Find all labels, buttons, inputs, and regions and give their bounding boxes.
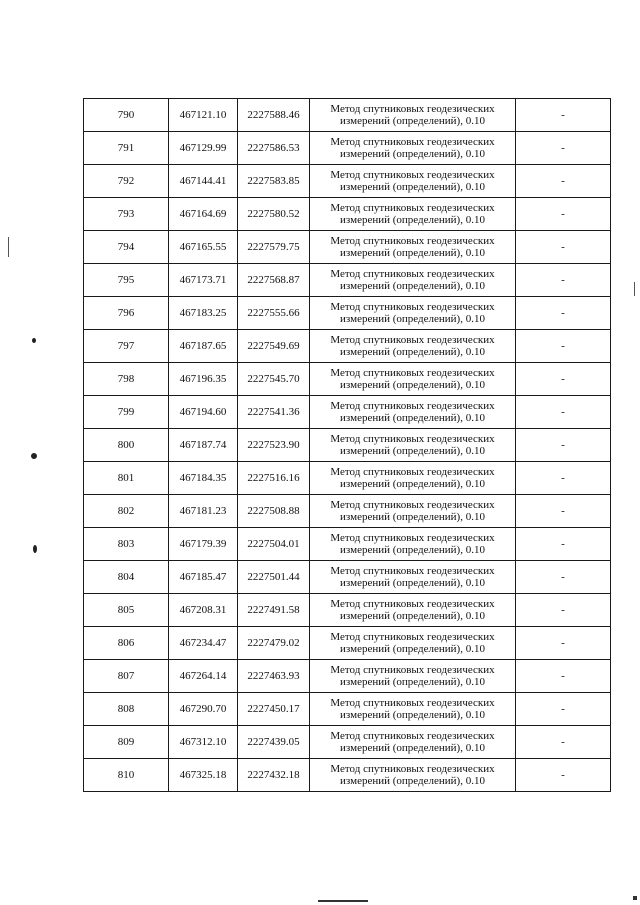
note-cell: -	[516, 165, 611, 198]
method-cell	[310, 561, 516, 594]
x-coordinate-cell: 467184.35	[169, 462, 238, 495]
method-cell	[310, 231, 516, 264]
point-number-cell: 804	[84, 561, 169, 594]
method-line-2: измерений (определений), 0.10	[340, 313, 485, 325]
method-line-1: Метод спутниковых геодезических	[330, 235, 495, 247]
point-number-cell: 808	[84, 693, 169, 726]
x-coordinate-cell: 467234.47	[169, 627, 238, 660]
method-cell	[310, 363, 516, 396]
y-coordinate-cell: 2227508.88	[238, 495, 310, 528]
y-coordinate-cell: 2227588.46	[238, 99, 310, 132]
note-cell: -	[516, 561, 611, 594]
x-coordinate-cell: 467187.74	[169, 429, 238, 462]
method-line-2: измерений (определений), 0.10	[340, 214, 485, 226]
y-coordinate-cell: 2227432.18	[238, 759, 310, 792]
method-line-2: измерений (определений), 0.10	[340, 148, 485, 160]
method-line-2: измерений (определений), 0.10	[340, 610, 485, 622]
method-line-2: измерений (определений), 0.10	[340, 544, 485, 556]
method-cell	[310, 264, 516, 297]
point-number-cell: 803	[84, 528, 169, 561]
method-line-2: измерений (определений), 0.10	[340, 445, 485, 457]
method-line-1: Метод спутниковых геодезических	[330, 664, 495, 676]
method-cell	[310, 462, 516, 495]
x-coordinate-cell: 467129.99	[169, 132, 238, 165]
y-coordinate-cell: 2227491.58	[238, 594, 310, 627]
table-row	[84, 759, 611, 792]
x-coordinate-cell: 467179.39	[169, 528, 238, 561]
note-cell: -	[516, 528, 611, 561]
method-line-1: Метод спутниковых геодезических	[330, 367, 495, 379]
table-row	[84, 297, 611, 330]
note-cell: -	[516, 132, 611, 165]
scan-speck	[31, 453, 37, 459]
point-number-cell: 805	[84, 594, 169, 627]
point-number-cell: 791	[84, 132, 169, 165]
method-cell	[310, 693, 516, 726]
table-row	[84, 660, 611, 693]
y-coordinate-cell: 2227580.52	[238, 198, 310, 231]
table-row	[84, 462, 611, 495]
note-cell: -	[516, 264, 611, 297]
method-cell	[310, 594, 516, 627]
method-line-1: Метод спутниковых геодезических	[330, 400, 495, 412]
method-line-2: измерений (определений), 0.10	[340, 643, 485, 655]
y-coordinate-cell: 2227479.02	[238, 627, 310, 660]
scan-corner-dot	[633, 896, 637, 900]
method-line-2: измерений (определений), 0.10	[340, 346, 485, 358]
y-coordinate-cell: 2227450.17	[238, 693, 310, 726]
method-line-1: Метод спутниковых геодезических	[330, 301, 495, 313]
scan-edge-mark	[634, 282, 635, 296]
x-coordinate-cell: 467185.47	[169, 561, 238, 594]
table-row	[84, 330, 611, 363]
x-coordinate-cell: 467196.35	[169, 363, 238, 396]
note-cell: -	[516, 231, 611, 264]
method-cell	[310, 495, 516, 528]
method-line-1: Метод спутниковых геодезических	[330, 268, 495, 280]
x-coordinate-cell: 467187.65	[169, 330, 238, 363]
point-number-cell: 799	[84, 396, 169, 429]
method-cell	[310, 759, 516, 792]
method-line-2: измерений (определений), 0.10	[340, 742, 485, 754]
y-coordinate-cell: 2227549.69	[238, 330, 310, 363]
method-cell	[310, 198, 516, 231]
table-row	[84, 429, 611, 462]
method-line-1: Метод спутниковых геодезических	[330, 763, 495, 775]
table-row	[84, 264, 611, 297]
scan-edge-mark	[8, 237, 9, 257]
coordinates-table	[83, 98, 611, 792]
x-coordinate-cell: 467264.14	[169, 660, 238, 693]
method-line-2: измерений (определений), 0.10	[340, 676, 485, 688]
method-cell	[310, 330, 516, 363]
x-coordinate-cell: 467121.10	[169, 99, 238, 132]
point-number-cell: 801	[84, 462, 169, 495]
coordinates-table-body	[84, 99, 611, 792]
point-number-cell: 794	[84, 231, 169, 264]
method-line-2: измерений (определений), 0.10	[340, 511, 485, 523]
method-cell	[310, 528, 516, 561]
note-cell: -	[516, 726, 611, 759]
note-cell: -	[516, 495, 611, 528]
method-cell	[310, 297, 516, 330]
scan-speck	[32, 338, 36, 343]
note-cell: -	[516, 330, 611, 363]
method-line-1: Метод спутниковых геодезических	[330, 334, 495, 346]
point-number-cell: 790	[84, 99, 169, 132]
method-cell	[310, 99, 516, 132]
note-cell: -	[516, 462, 611, 495]
y-coordinate-cell: 2227568.87	[238, 264, 310, 297]
method-cell	[310, 132, 516, 165]
table-row	[84, 396, 611, 429]
method-line-1: Метод спутниковых геодезических	[330, 598, 495, 610]
method-cell	[310, 726, 516, 759]
x-coordinate-cell: 467173.71	[169, 264, 238, 297]
note-cell: -	[516, 198, 611, 231]
y-coordinate-cell: 2227541.36	[238, 396, 310, 429]
method-line-1: Метод спутниковых геодезических	[330, 136, 495, 148]
table-row	[84, 627, 611, 660]
x-coordinate-cell: 467290.70	[169, 693, 238, 726]
point-number-cell: 802	[84, 495, 169, 528]
footer-line	[318, 900, 368, 902]
y-coordinate-cell: 2227555.66	[238, 297, 310, 330]
method-line-2: измерений (определений), 0.10	[340, 412, 485, 424]
table-row	[84, 693, 611, 726]
point-number-cell: 796	[84, 297, 169, 330]
method-cell	[310, 627, 516, 660]
y-coordinate-cell: 2227504.01	[238, 528, 310, 561]
y-coordinate-cell: 2227516.16	[238, 462, 310, 495]
y-coordinate-cell: 2227501.44	[238, 561, 310, 594]
note-cell: -	[516, 396, 611, 429]
point-number-cell: 810	[84, 759, 169, 792]
table-row	[84, 198, 611, 231]
method-line-1: Метод спутниковых геодезических	[330, 103, 495, 115]
y-coordinate-cell: 2227439.05	[238, 726, 310, 759]
point-number-cell: 800	[84, 429, 169, 462]
note-cell: -	[516, 429, 611, 462]
y-coordinate-cell: 2227463.93	[238, 660, 310, 693]
method-line-2: измерений (определений), 0.10	[340, 577, 485, 589]
y-coordinate-cell: 2227579.75	[238, 231, 310, 264]
x-coordinate-cell: 467194.60	[169, 396, 238, 429]
method-line-2: измерений (определений), 0.10	[340, 775, 485, 787]
point-number-cell: 792	[84, 165, 169, 198]
table-row	[84, 165, 611, 198]
table-row	[84, 561, 611, 594]
y-coordinate-cell: 2227586.53	[238, 132, 310, 165]
x-coordinate-cell: 467164.69	[169, 198, 238, 231]
method-cell	[310, 660, 516, 693]
y-coordinate-cell: 2227523.90	[238, 429, 310, 462]
method-line-2: измерений (определений), 0.10	[340, 247, 485, 259]
method-cell	[310, 429, 516, 462]
x-coordinate-cell: 467183.25	[169, 297, 238, 330]
point-number-cell: 795	[84, 264, 169, 297]
point-number-cell: 807	[84, 660, 169, 693]
note-cell: -	[516, 759, 611, 792]
method-line-2: измерений (определений), 0.10	[340, 379, 485, 391]
method-line-1: Метод спутниковых геодезических	[330, 433, 495, 445]
note-cell: -	[516, 627, 611, 660]
method-line-1: Метод спутниковых геодезических	[330, 466, 495, 478]
scan-speck	[33, 545, 37, 553]
method-line-1: Метод спутниковых геодезических	[330, 532, 495, 544]
x-coordinate-cell: 467325.18	[169, 759, 238, 792]
table-row	[84, 528, 611, 561]
method-line-1: Метод спутниковых геодезических	[330, 499, 495, 511]
method-line-1: Метод спутниковых геодезических	[330, 169, 495, 181]
method-line-1: Метод спутниковых геодезических	[330, 697, 495, 709]
method-line-1: Метод спутниковых геодезических	[330, 202, 495, 214]
point-number-cell: 798	[84, 363, 169, 396]
table-row	[84, 231, 611, 264]
x-coordinate-cell: 467165.55	[169, 231, 238, 264]
method-line-2: измерений (определений), 0.10	[340, 709, 485, 721]
note-cell: -	[516, 297, 611, 330]
x-coordinate-cell: 467144.41	[169, 165, 238, 198]
method-line-2: измерений (определений), 0.10	[340, 478, 485, 490]
table-row	[84, 594, 611, 627]
y-coordinate-cell: 2227545.70	[238, 363, 310, 396]
method-line-1: Метод спутниковых геодезических	[330, 565, 495, 577]
method-cell	[310, 396, 516, 429]
note-cell: -	[516, 660, 611, 693]
point-number-cell: 793	[84, 198, 169, 231]
x-coordinate-cell: 467312.10	[169, 726, 238, 759]
table-row	[84, 495, 611, 528]
point-number-cell: 797	[84, 330, 169, 363]
method-line-2: измерений (определений), 0.10	[340, 280, 485, 292]
method-line-1: Метод спутниковых геодезических	[330, 631, 495, 643]
table-row	[84, 132, 611, 165]
method-line-1: Метод спутниковых геодезических	[330, 730, 495, 742]
point-number-cell: 806	[84, 627, 169, 660]
method-cell	[310, 165, 516, 198]
table-row	[84, 99, 611, 132]
y-coordinate-cell: 2227583.85	[238, 165, 310, 198]
x-coordinate-cell: 467181.23	[169, 495, 238, 528]
note-cell: -	[516, 693, 611, 726]
x-coordinate-cell: 467208.31	[169, 594, 238, 627]
point-number-cell: 809	[84, 726, 169, 759]
note-cell: -	[516, 363, 611, 396]
note-cell: -	[516, 99, 611, 132]
method-line-2: измерений (определений), 0.10	[340, 181, 485, 193]
table-row	[84, 363, 611, 396]
table-row	[84, 726, 611, 759]
method-line-2: измерений (определений), 0.10	[340, 115, 485, 127]
note-cell: -	[516, 594, 611, 627]
